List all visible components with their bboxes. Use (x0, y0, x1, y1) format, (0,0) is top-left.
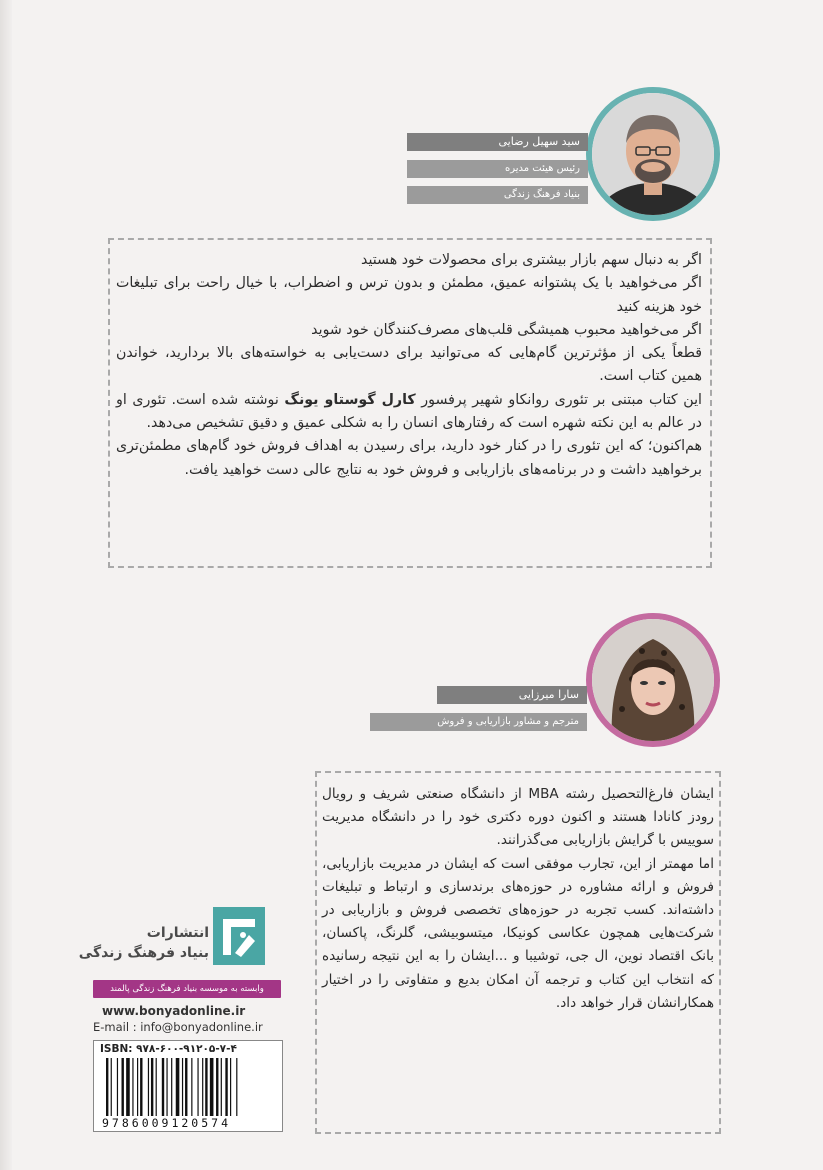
author-name-bold: کارل گوستاو یونگ (284, 391, 416, 408)
publisher-tagline: وابسته به موسسه بنیاد فرهنگ زندگی پالمند (93, 980, 281, 998)
translator-portrait (586, 613, 720, 747)
paragraph: اگر می‌خواهید محبوب همیشگی قلب‌های مصرف‌کنندگان خود شوید (311, 321, 702, 338)
person1-role: رئیس هیئت مدیره (407, 160, 588, 178)
paragraph: اما مهمتر از این، تجارب موفقی است که ایشان در مدیریت بازاریابی، فروش و ارائه مشاوره در حوزه‌های برندسازی و ارتباط و تبلیغات داشته‌اند. کسب تجربه در حوزه‌های تخصصی فروش و بازاریابی در شرکت‌هایی همچون عکاسی کونیکا، میتسوبیشی، گلرنگ، پاکسان، بانک اقتصاد نوین، ال جی، توشیبا و ...ایشان را به این نتیجه رسانیده که انتخاب این کتاب و ترجمه آن امکان بدیع و متفاوتی را در اختیار همکارانشان قرار خواهد داد. (322, 855, 714, 1011)
text-span: نوشته شده است. تئوری او در عالم به این نکته شهره است که رفتارهای انسان را به شکلی عمیق و دقیق تشخیص می‌دهد. (116, 391, 702, 432)
person2-name: سارا میرزایی (437, 686, 587, 704)
person1-org: بنیاد فرهنگ زندگی (407, 186, 588, 204)
paragraph (116, 389, 702, 436)
spine-edge (0, 0, 12, 1170)
person2-role: مترجم و مشاور بازاریابی و فروش (370, 713, 587, 731)
barcode-digits: 9786009120574 (102, 1116, 232, 1130)
text-span: این کتاب مبتنی بر تئوری روانکاو شهیر پرفسور (421, 391, 702, 408)
description-text-1 (116, 249, 702, 482)
person1-name: سید سهیل رضایی (407, 133, 588, 151)
description-text-2 (322, 783, 714, 1015)
publisher-logo (78, 905, 275, 985)
isbn-barcode-box (93, 1040, 283, 1132)
paragraph: اگر به دنبال سهم بازار بیشتری برای محصولات خود هستید (361, 252, 702, 268)
publisher-website: www.bonyadonline.ir (102, 1004, 246, 1018)
publisher-name-line2: بنیاد فرهنگ زندگی (78, 945, 209, 961)
publisher-logo-icon (213, 907, 265, 965)
paragraph: قطعاً یکی از مؤثرترین گام‌هایی که می‌توانید برای دست‌یابی به خواسته‌های بالا بردارید، خواندن همین کتاب است. (116, 345, 702, 385)
publisher-name-line1: انتشارات (146, 925, 209, 941)
woman-portrait-icon (592, 619, 714, 741)
publisher-email: E-mail : info@bonyadonline.ir (93, 1020, 263, 1034)
barcode-icon (106, 1058, 272, 1116)
isbn-label: ISBN: ۹۷۸-۶۰۰-۹۱۲۰۵-۷-۴ (100, 1043, 237, 1055)
man-portrait-icon (592, 93, 714, 215)
paragraph: هم‌اکنون؛ که این تئوری را در کنار خود دارید، برای رسیدن به اهداف فروش خود گام‌های مطمئن‌تری برخواهید داشت و در برنامه‌های بازاریابی و فروش خود به نتایج عالی دست خواهید یافت. (116, 438, 702, 478)
paragraph: اگر می‌خواهید با یک پشتوانه عمیق، مطمئن و بدون ترس و اضطراب، با خیال راحت برای تبلیغات خود هزینه کنید (116, 275, 702, 315)
paragraph: ایشان فارغ‌التحصیل رشته MBA از دانشگاه صنعتی شریف و رویال رودز کانادا هستند و اکنون دوره دکتری خود را در دانشگاه مدیریت سوییس با گرایش بازاریابی می‌گذرانند. (322, 786, 715, 849)
author-portrait-1 (586, 87, 720, 221)
